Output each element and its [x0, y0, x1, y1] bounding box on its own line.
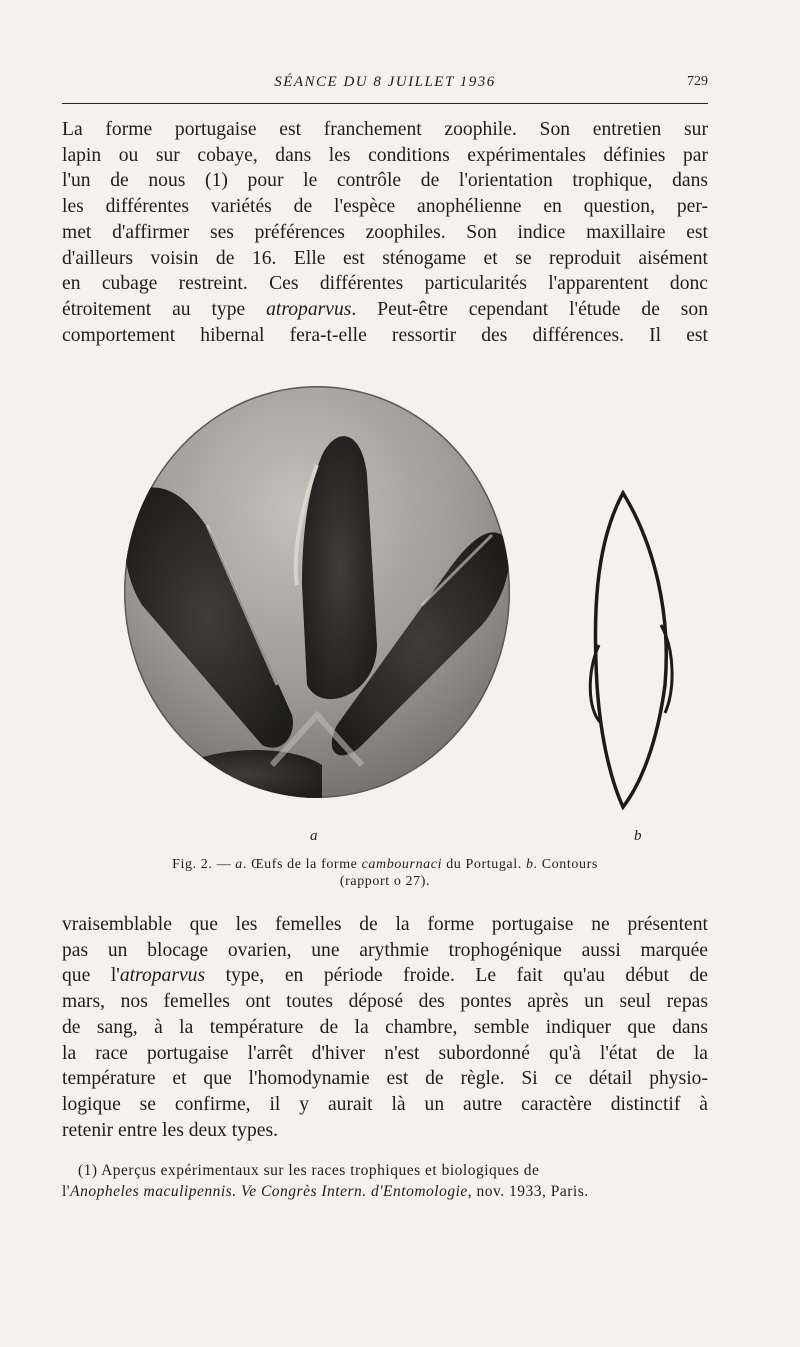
text-fragment: . Peut-être cependant l'étude de son: [351, 298, 708, 320]
text-line: en cubage restreint. Ces différentes particularités l'apparentent donc: [62, 273, 708, 295]
caption-text: Fig. 2. —: [172, 857, 236, 872]
figure-caption: [62, 856, 708, 890]
text-line: l'un de nous (1) pour le contrôle de l'orientation trophique, dans: [62, 170, 708, 192]
caption-text: . Œufs de la forme: [242, 857, 362, 872]
text-line: [62, 963, 708, 989]
caption-line: (rapport o 27).: [339, 874, 431, 889]
egg-outline-diagram: [585, 485, 695, 815]
footnote: [62, 1160, 712, 1202]
egg-micrograph: [122, 385, 512, 799]
text-line: met d'affirmer ses préférences zoophiles. Son indice maxillaire est: [62, 221, 708, 243]
footnote-line: [62, 1181, 712, 1202]
text-line: La forme portugaise est franchement zoophile. Son entretien sur: [62, 119, 708, 140]
text-line: logique se confirme, il y aurait là un autre caractère distinctif à: [62, 1093, 708, 1115]
caption-species: cambournaci: [361, 857, 443, 872]
footnote-line: (1) Aperçus expérimentaux sur les races trophiques et biologiques de: [78, 1162, 540, 1179]
caption-text: a: [235, 857, 243, 872]
footnote-text: nov. 1933, Paris.: [472, 1183, 589, 1200]
text-line: les différentes variétés de l'espèce anophélienne en question, per-: [62, 196, 708, 218]
text-line: pas un blocage ovarien, une arythmie trophogénique aussi marquée: [62, 939, 708, 961]
text-line: retenir entre les deux types.: [62, 1119, 278, 1141]
header-rule: [62, 103, 708, 104]
paragraph-2: [62, 912, 708, 1143]
text-line: vraisemblable que les femelles de la forme portugaise ne présentent: [62, 914, 708, 935]
figure-label-b: b: [634, 828, 642, 844]
text-fragment: étroitement au type: [62, 298, 267, 320]
text-line: [62, 297, 708, 323]
text-line: température et que l'homodynamie est de règle. Si ce détail physio-: [62, 1068, 708, 1090]
figure-label-a: a: [310, 828, 318, 844]
caption-text: b: [525, 857, 534, 872]
running-header: [62, 74, 708, 100]
text-line: de sang, à la température de la chambre, semble indiquer que dans: [62, 1016, 708, 1038]
text-fragment: que l': [62, 965, 120, 987]
footnote-text: l': [62, 1183, 71, 1200]
footnote-citation: Anopheles maculipennis. Ve Congrès Intern. d'Entomologie,: [70, 1183, 473, 1200]
page-number: 729: [687, 74, 708, 89]
paragraph-1: [62, 117, 708, 348]
species-name: atroparvus: [266, 298, 352, 320]
species-name: atroparvus: [119, 965, 206, 987]
text-line: d'ailleurs voisin de 16. Elle est sténogame et se reproduit aisément: [62, 247, 708, 269]
caption-line: [62, 856, 708, 873]
caption-text: du Portugal.: [442, 857, 526, 872]
caption-text: . Contours: [533, 857, 598, 872]
text-line: lapin ou sur cobaye, dans les conditions expérimentales définies par: [62, 144, 708, 166]
running-title: SÉANCE DU 8 JUILLET 1936: [274, 74, 496, 90]
text-fragment: type, en période froide. Le fait qu'au début de: [205, 965, 708, 987]
text-line: la race portugaise l'arrêt d'hiver n'est subordonné qu'à l'état de la: [62, 1042, 708, 1064]
text-line: comportement hibernal fera-t-elle ressortir des différences. Il est: [62, 324, 708, 346]
text-line: mars, nos femelles ont toutes déposé des pontes après un seul repas: [62, 991, 708, 1013]
